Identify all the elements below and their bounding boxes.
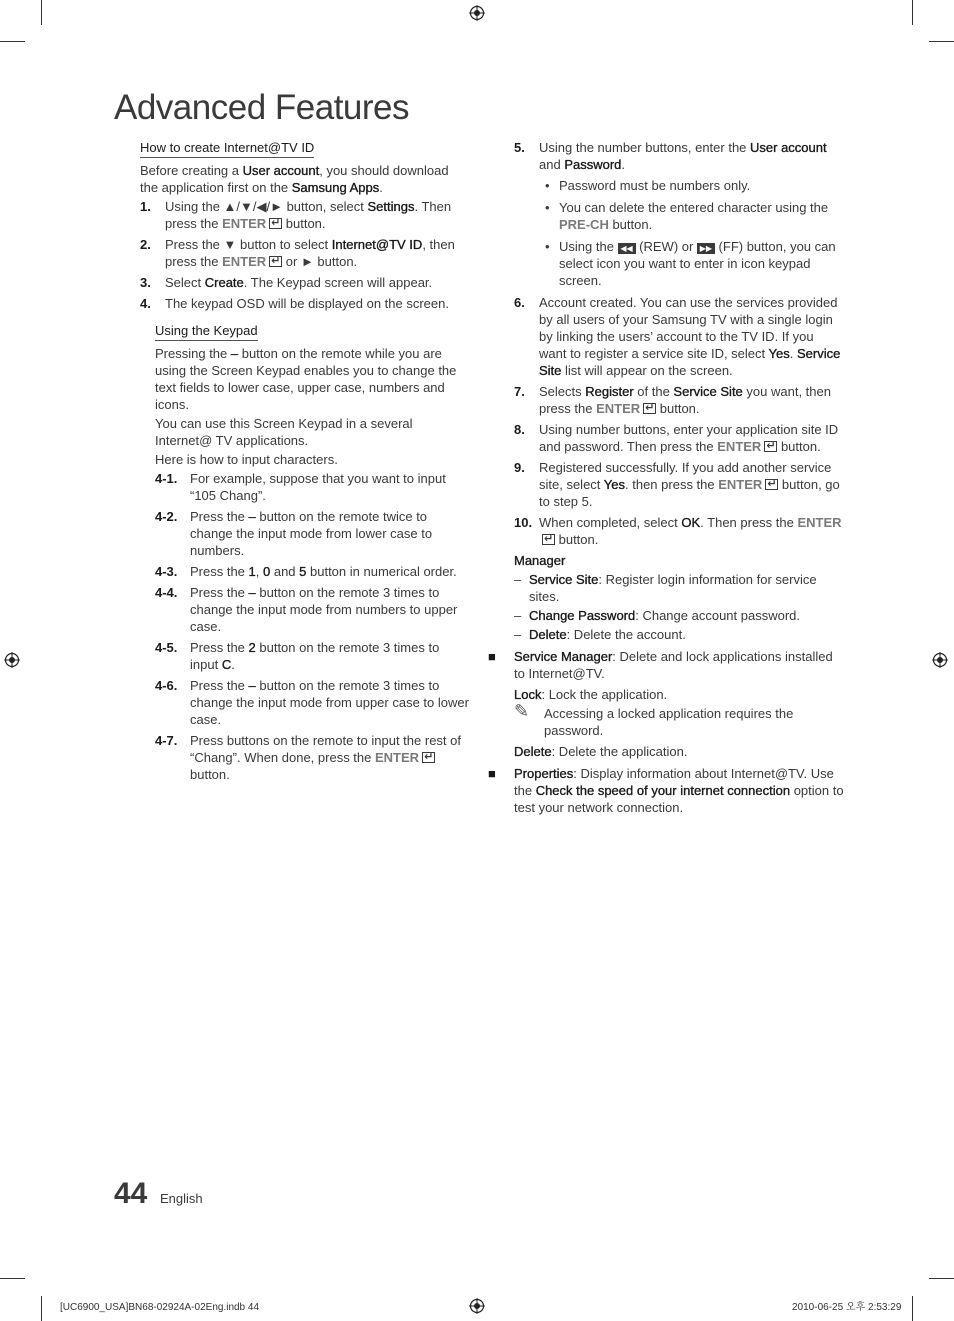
enter-key-label: ENTER xyxy=(797,515,842,530)
text: . Then press the xyxy=(165,199,452,231)
text: , xyxy=(255,564,263,579)
page-language: English xyxy=(160,1191,203,1206)
keypad-step xyxy=(155,677,470,728)
term: – xyxy=(248,509,256,524)
text: When completed, select xyxy=(539,515,682,530)
step-5 xyxy=(514,139,844,173)
text: , you should download the application first on the xyxy=(140,163,449,195)
footer-file-info: [UC6900_USA]BN68-02924A-02Eng.indb 44 xyxy=(60,1302,260,1313)
text: . xyxy=(789,346,797,361)
text: Press the ▼ button to select xyxy=(165,237,332,252)
text: Pressing the xyxy=(155,346,231,361)
text: button on the remote while you are using the Screen Keypad enables you to change the text fields to lower case, upper case, numbers and icons. xyxy=(155,346,457,412)
text: or ► button. xyxy=(282,254,358,269)
text: of the xyxy=(633,384,674,399)
text: button. xyxy=(190,767,230,782)
text: list will appear on the screen. xyxy=(561,363,733,378)
crop-mark xyxy=(0,41,25,42)
text: . Then press the xyxy=(700,515,798,530)
term: OK xyxy=(681,515,701,530)
text: : Delete and lock applications installed to Internet@TV. xyxy=(514,649,833,681)
step-2 xyxy=(140,236,470,270)
term: Register xyxy=(585,384,634,399)
crop-mark xyxy=(929,1278,954,1279)
step-number: 7. xyxy=(514,384,525,399)
step-number: 4-2. xyxy=(155,509,178,524)
keypad-section xyxy=(140,322,470,783)
text: You can delete the entered character using the xyxy=(559,200,829,215)
text: Press the xyxy=(190,585,249,600)
step-number: 4-7. xyxy=(155,733,178,748)
enter-icon xyxy=(764,441,777,452)
step-number: 2. xyxy=(140,237,151,252)
step-number: 5. xyxy=(514,140,525,155)
text: . then press the xyxy=(625,477,719,492)
text: Registered successfully. If you add another service site, select xyxy=(539,460,832,492)
term: Delete xyxy=(529,627,567,642)
step-8 xyxy=(514,421,844,455)
properties-item xyxy=(488,765,844,816)
term: – xyxy=(248,585,256,600)
crop-mark xyxy=(912,1296,913,1321)
text: The keypad OSD will be displayed on the screen. xyxy=(165,296,449,311)
text: Accessing a locked application requires the password. xyxy=(544,706,794,738)
term: 2 xyxy=(248,640,256,655)
text: For example, suppose that you want to input “105 Chang”. xyxy=(190,471,446,503)
term: Service Site xyxy=(673,384,743,399)
bullet-item xyxy=(539,199,844,233)
term: Create xyxy=(204,275,244,290)
text: Using the ▲/▼/◀/► button, select xyxy=(165,199,368,214)
manager-item xyxy=(514,626,844,643)
text: Press the xyxy=(190,564,249,579)
term: Internet@TV ID xyxy=(331,237,423,252)
term: 0 xyxy=(263,564,271,579)
text: . xyxy=(379,180,383,195)
note-pencil-icon: ✎ xyxy=(514,701,530,721)
text: and xyxy=(539,157,565,172)
enter-key-label: ENTER xyxy=(717,439,762,454)
term: – xyxy=(230,346,239,361)
text: : Lock the application. xyxy=(541,687,668,702)
page-title: Advanced Features xyxy=(114,88,410,127)
term: Password xyxy=(564,157,622,172)
term: Service Site xyxy=(529,572,599,587)
text: option to test your network connection. xyxy=(514,783,844,815)
intro-paragraph xyxy=(140,162,470,196)
step-number: 9. xyxy=(514,460,525,475)
crop-mark xyxy=(929,41,954,42)
step-1 xyxy=(140,198,470,232)
term: Change Password xyxy=(529,608,636,623)
keypad-step xyxy=(155,732,470,783)
text: button, go to step 5. xyxy=(539,477,840,509)
text: button. xyxy=(282,216,326,231)
step-4 xyxy=(140,295,470,312)
enter-icon xyxy=(269,256,282,267)
crop-mark xyxy=(0,1278,25,1279)
keypad-step xyxy=(155,508,470,559)
step-3 xyxy=(140,274,470,291)
text: Press buttons on the remote to input the rest of “Chang”. When done, press the xyxy=(190,733,461,765)
step-6 xyxy=(514,294,844,379)
left-column xyxy=(140,139,470,787)
term: Lock xyxy=(514,687,542,702)
square-bullet-icon: ■ xyxy=(488,649,496,664)
text: : Delete the account. xyxy=(566,627,686,642)
page-number: 44 xyxy=(114,1177,148,1210)
manager-heading: Manager xyxy=(514,553,566,568)
registration-mark-icon xyxy=(4,652,20,668)
text: button. xyxy=(656,401,700,416)
term: Yes xyxy=(768,346,790,361)
text: button. xyxy=(608,217,653,232)
section-title-keypad: Using the Keypad xyxy=(155,322,258,341)
crop-mark xyxy=(41,1296,42,1321)
enter-icon xyxy=(765,479,778,490)
term: Check the speed of your internet connection xyxy=(535,783,791,798)
text: Press the xyxy=(190,678,249,693)
text: . xyxy=(231,657,235,672)
text: : Change account password. xyxy=(635,608,801,623)
keypad-paragraph: You can use this Screen Keypad in a several Internet@ TV applications. xyxy=(155,416,413,448)
text: Before creating a xyxy=(140,163,243,178)
registration-mark-icon xyxy=(469,1298,485,1314)
term: Service Site xyxy=(539,346,841,378)
text: : Register login information for service sites. xyxy=(529,572,817,604)
term: User account xyxy=(750,140,827,155)
manager-item xyxy=(514,571,844,605)
text: button on the remote 3 times to input xyxy=(190,640,440,672)
keypad-step xyxy=(155,584,470,635)
text: : Display information about Internet@TV. Use the xyxy=(514,766,834,798)
text: (REW) or xyxy=(635,239,697,254)
step-number: 4-1. xyxy=(155,471,178,486)
text: (FF) button, you can select icon you want to enter in icon keypad screen. xyxy=(559,239,836,288)
crop-mark xyxy=(912,0,913,25)
enter-icon xyxy=(269,218,282,229)
service-manager-item xyxy=(488,648,844,682)
bullet-item xyxy=(539,238,844,289)
step-number: 4-4. xyxy=(155,585,178,600)
text: button on the remote 3 times to change the input mode from upper case to lower case. xyxy=(190,678,469,727)
crop-mark xyxy=(41,0,42,25)
enter-key-label: ENTER xyxy=(375,750,420,765)
step-9 xyxy=(514,459,844,510)
text: : Delete the application. xyxy=(551,744,688,759)
step-7 xyxy=(514,383,844,417)
right-column xyxy=(488,139,844,820)
term: User account xyxy=(242,163,320,178)
text: and xyxy=(270,564,300,579)
lock-line xyxy=(514,686,844,703)
enter-key-label: ENTER xyxy=(222,254,267,269)
text: Press the xyxy=(190,640,249,655)
term: Settings xyxy=(367,199,415,214)
text: . The Keypad screen will appear. xyxy=(243,275,433,290)
enter-key-label: ENTER xyxy=(718,477,763,492)
step-number: 1. xyxy=(140,199,151,214)
fast-forward-icon: ▶▶ xyxy=(697,243,715,254)
text: Press the xyxy=(190,509,249,524)
text: Selects xyxy=(539,384,586,399)
text: Using the xyxy=(559,239,618,254)
term: C xyxy=(221,657,232,672)
term: – xyxy=(248,678,256,693)
enter-icon xyxy=(542,534,555,545)
text: button. xyxy=(777,439,821,454)
text: Using number buttons, enter your application site ID and password. Then press the xyxy=(539,422,839,454)
text: button. xyxy=(555,532,599,547)
text: button in numerical order. xyxy=(306,564,457,579)
enter-key-label: ENTER xyxy=(596,401,641,416)
registration-mark-icon xyxy=(932,652,948,668)
bullet-item: • Password must be numbers only. xyxy=(539,177,844,194)
enter-icon xyxy=(422,752,435,763)
pre-ch-key-label: PRE-CH xyxy=(559,217,609,232)
text: button on the remote 3 times to change the input mode from numbers to upper case. xyxy=(190,585,458,634)
keypad-step xyxy=(155,639,470,673)
note xyxy=(514,701,844,739)
rewind-icon: ◀◀ xyxy=(618,243,636,254)
step-number: 4. xyxy=(140,296,151,311)
square-bullet-icon: ■ xyxy=(488,766,496,781)
step-number: 4-5. xyxy=(155,640,178,655)
text: button on the remote twice to change the input mode from lower case to numbers. xyxy=(190,509,433,558)
manager-item xyxy=(514,607,844,624)
section-title-create-id: How to create Internet@TV ID xyxy=(140,139,314,158)
step-number: 10. xyxy=(514,515,533,530)
text: Select xyxy=(165,275,205,290)
term: Properties xyxy=(514,766,574,781)
enter-icon xyxy=(643,403,656,414)
text: Account created. You can use the services provided by all users of your Samsung TV with a single login by linking the users’ account to the TV ID. If you want to register a service site ID, select xyxy=(539,295,838,361)
text: you want, then press the xyxy=(539,384,831,416)
dash-mark: – xyxy=(514,608,522,623)
keypad-paragraph xyxy=(155,345,470,413)
term: Yes xyxy=(603,477,626,492)
step-number: 6. xyxy=(514,295,525,310)
term: Delete xyxy=(514,744,552,759)
term: Service Manager xyxy=(514,649,613,664)
text: Using the number buttons, enter the xyxy=(539,140,751,155)
dash-mark: – xyxy=(514,627,522,642)
text: , then press the xyxy=(165,237,455,269)
step-10 xyxy=(514,514,844,548)
term: 5 xyxy=(299,564,307,579)
term: 1 xyxy=(248,564,256,579)
dash-mark: – xyxy=(514,572,522,587)
step-number: 3. xyxy=(140,275,151,290)
step-number: 4-3. xyxy=(155,564,178,579)
bullet-list xyxy=(514,177,844,289)
step-number: 4-6. xyxy=(155,678,178,693)
keypad-step xyxy=(155,470,470,504)
registration-mark-icon xyxy=(469,5,485,21)
text: . xyxy=(621,157,626,172)
delete-line xyxy=(514,743,844,760)
keypad-paragraph: Here is how to input characters. xyxy=(155,452,338,467)
keypad-step xyxy=(155,563,470,580)
step-number: 8. xyxy=(514,422,525,437)
footer-timestamp: 2010-06-25 오후 2:53:29 xyxy=(792,1302,902,1313)
enter-key-label: ENTER xyxy=(222,216,267,231)
term: Samsung Apps xyxy=(291,180,380,195)
